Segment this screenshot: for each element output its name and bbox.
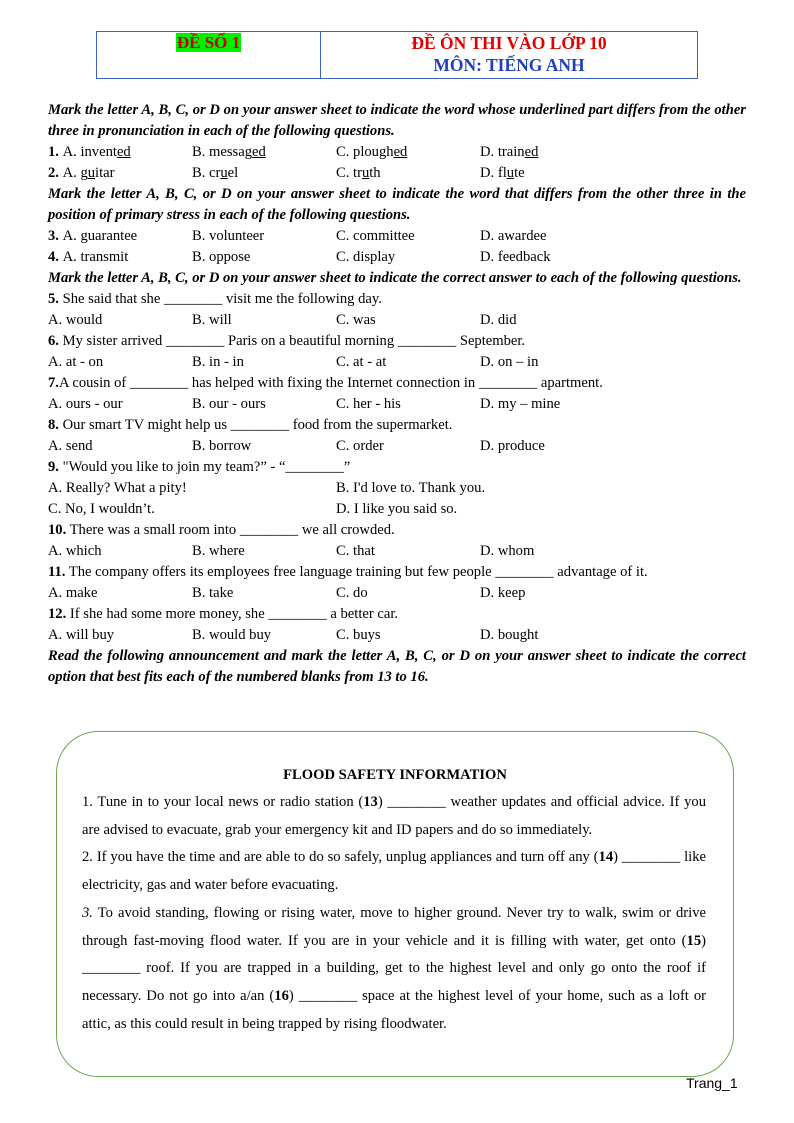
instruction-reading: Read the following announcement and mark the letter A, B, C, or D on your answer sheet to indicate the correct option that best fits each of the numbered blanks from 13 to 16. (48, 648, 746, 685)
option-d: D. bought (480, 627, 539, 643)
option-b: B. in - in (192, 354, 244, 370)
option-b: B. take (192, 585, 234, 601)
option-c: C. that (336, 543, 375, 559)
option-b: B. volunteer (192, 228, 265, 244)
option-c: C. buys (336, 627, 381, 643)
question-number: 2. (48, 165, 59, 181)
announcement-paragraph-1: 1. Tune in to your local news or radio station (13) ________ weather updates and official advice. If you are advised to evacuate, grab your emergency kit and ID papers and do so immediately. (82, 794, 706, 838)
question-8: 8. Our smart TV might help us ________ food from the supermarket. (48, 417, 453, 433)
question-5: 5. She said that she ________ visit me the following day. (48, 291, 382, 307)
option-b: B. our - ours (192, 396, 266, 412)
exam-title: ĐỀ ÔN THI VÀO LỚP 10 (411, 33, 607, 53)
option-b: B. borrow (192, 438, 252, 454)
option-b: B. would buy (192, 627, 272, 643)
option-a: A. will buy (48, 627, 115, 643)
question-1 (48, 142, 746, 163)
question-6-options (48, 352, 746, 373)
option-d: D. I like you said so. (336, 501, 458, 517)
option-c: C. display (336, 249, 396, 265)
announcement-title: FLOOD SAFETY INFORMATION (283, 767, 507, 783)
option-a: A. which (48, 543, 102, 559)
option-a: A. invented (62, 144, 131, 160)
option-a: A. guitar (62, 165, 115, 181)
subject-title: MÔN: TIẾNG ANH (433, 55, 585, 75)
option-d: D. feedback (480, 249, 551, 265)
option-d: D. did (480, 312, 517, 328)
option-b: B. cruel (192, 165, 239, 181)
option-a: A. ours - our (48, 396, 123, 412)
option-c: C. was (336, 312, 376, 328)
header-box (96, 31, 698, 79)
question-9-options-cd (48, 499, 746, 520)
option-d: D. my – mine (480, 396, 561, 412)
question-10: 10. There was a small room into ________ we all crowded. (48, 522, 395, 538)
question-7-options (48, 394, 746, 415)
option-d: D. trained (480, 144, 539, 160)
question-9: 9. "Would you like to join my team?” - “________” (48, 459, 351, 475)
option-c: C. truth (336, 165, 381, 181)
option-b: B. messaged (192, 144, 266, 160)
question-4 (48, 247, 746, 268)
question-6: 6. My sister arrived ________ Paris on a beautiful morning ________ September. (48, 333, 526, 349)
instruction-pronunciation: Mark the letter A, B, C, or D on your answer sheet to indicate the word whose underlined part differs from the other three in pronunciation in each of the following questions. (48, 102, 746, 139)
question-8-options (48, 436, 746, 457)
option-b: B. oppose (192, 249, 251, 265)
announcement-paragraph-3: 3. To avoid standing, flowing or rising water, move to higher ground. Never try to walk, swim or drive through fast-moving flood water. If you are in your vehicle and it is filling with water, get onto (15) ________ roof. If you are trapped in a building, get to the highest level and only go onto the roof if necessary. Do not go into a/an (16) ________ space at the highest level of your home, such as a loft or attic, as this could result in being trapped by rising floodwater. (82, 904, 707, 1032)
option-c: C. her - his (336, 396, 401, 412)
option-c: C. do (336, 585, 368, 601)
option-d: D. keep (480, 585, 526, 601)
question-11: 11. The company offers its employees free language training but few people ________ advantage of it. (48, 564, 648, 580)
question-11-options (48, 583, 746, 604)
header-code-cell (97, 32, 321, 78)
question-5-options (48, 310, 746, 331)
option-c: C. No, I wouldn’t. (48, 501, 155, 517)
option-a: A. at - on (48, 354, 104, 370)
question-number: 4. (48, 249, 59, 265)
announcement-paragraph-2: 2. If you have the time and are able to do so safely, unplug appliances and turn off any (14) ________ like electricity, gas and water before evacuating. (82, 849, 706, 894)
question-7: 7.A cousin of ________ has helped with fixing the Internet connection in ________ apartment. (48, 375, 603, 391)
option-d: D. flute (480, 165, 525, 181)
option-c: C. at - at (336, 354, 387, 370)
option-a: A. would (48, 312, 103, 328)
question-9-options-ab (48, 478, 746, 499)
option-d: D. produce (480, 438, 545, 454)
question-3 (48, 226, 746, 247)
option-c: C. ploughed (336, 144, 408, 160)
question-2 (48, 163, 746, 184)
option-d: D. on – in (480, 354, 539, 370)
instruction-stress: Mark the letter A, B, C, or D on your answer sheet to indicate the word that differs from the other three in the position of primary stress in each of the following questions. (48, 186, 746, 223)
header-title-cell (321, 32, 697, 78)
option-d: D. whom (480, 543, 535, 559)
option-a: A. make (48, 585, 98, 601)
option-a: A. transmit (62, 249, 129, 265)
option-c: C. committee (336, 228, 415, 244)
instruction-correct-answer: Mark the letter A, B, C, or D on your answer sheet to indicate the correct answer to each of the following questions. (48, 270, 742, 286)
option-d: D. awardee (480, 228, 547, 244)
page-number: Trang_1 (686, 1075, 738, 1091)
exam-code: ĐỀ SỐ 1 (176, 33, 241, 52)
questions-section (48, 100, 746, 688)
option-a: A. Really? What a pity! (48, 480, 187, 496)
announcement-text (82, 789, 706, 1038)
option-b: B. I'd love to. Thank you. (336, 480, 486, 496)
question-number: 3. (48, 228, 59, 244)
question-number: 1. (48, 144, 59, 160)
question-10-options (48, 541, 746, 562)
question-12: 12. If she had some more money, she ________ a better car. (48, 606, 399, 622)
option-c: C. order (336, 438, 384, 454)
option-a: A. send (48, 438, 93, 454)
option-a: A. guarantee (62, 228, 138, 244)
question-12-options (48, 625, 746, 646)
option-b: B. will (192, 312, 232, 328)
option-b: B. where (192, 543, 245, 559)
